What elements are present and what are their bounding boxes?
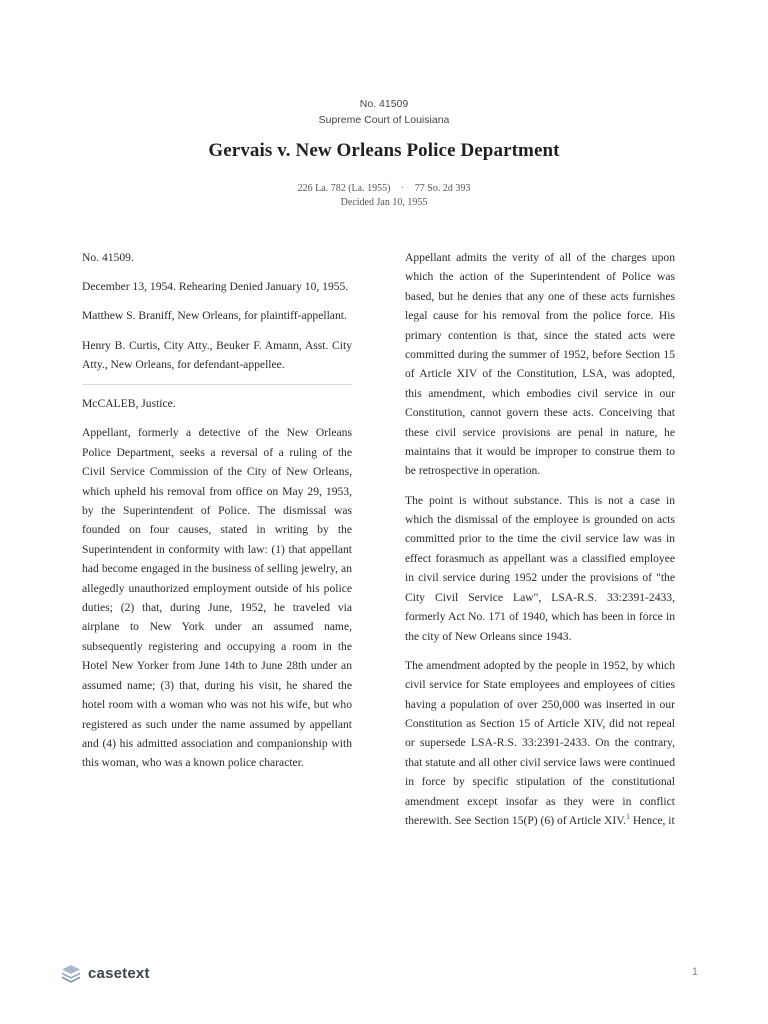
opinion-paragraph	[405, 656, 675, 831]
court-name: Supreme Court of Louisiana	[318, 114, 450, 126]
case-title: Gervais v. New Orleans Police Department	[208, 140, 560, 161]
counsel-appellant: Matthew S. Braniff, New Orleans, for plaintiff-appellant.	[82, 309, 347, 323]
docket-line: No. 41509.	[82, 251, 134, 264]
decided-date: Decided Jan 10, 1955	[340, 197, 428, 208]
docket-number: No. 41509	[359, 98, 409, 110]
left-column	[82, 248, 352, 783]
page-footer	[0, 960, 768, 986]
citation-so2d: 77 So. 2d 393	[414, 183, 471, 194]
casetext-stack-icon	[60, 962, 82, 984]
rehearing-line: December 13, 1954. Rehearing Denied January 10, 1955.	[82, 280, 349, 294]
footnote-link[interactable]: 1	[625, 812, 630, 822]
counsel-appellee: Henry B. Curtis, City Atty., Beuker F. Amann, Asst. City Atty., New Orleans, for defendant-appellee.	[82, 338, 352, 372]
opinion-paragraph: Appellant, formerly a detective of the New Orleans Police Department, seeks a reversal of a ruling of the Civil Service Commission of the City of New Orleans, which upheld his removal from office on May 29, 1953, by the Superintendent of Police. The dismissal was founded on four causes, stated in writing by the Superintendent in conformity with law: (1) that appellant had become engaged in the business of selling jewelry, an allegedly unauthorized employment outside of his police duties; (2) that, during June, 1952, he traveled via airplane to New York under an assumed name, subsequently registering and occupying a room in the Hotel New Yorker from June 14th to June 28th under an assumed name; (3) that, during his visit, he shared the hotel room with a woman who was not his wife, but who registered as such under the name assumed by appellant and (4) his admitted association and companionship with this woman, who was a known police character.	[82, 426, 352, 770]
citations	[0, 182, 768, 196]
citation-separator: ·	[400, 183, 405, 194]
section-divider	[82, 384, 352, 385]
paragraph-tail: Hence, it	[629, 813, 675, 827]
paragraph-text: The amendment adopted by the people in 1952, by which civil service for State employees and employees of cities having a population of over 250,000 was inserted in our Constitution as Section 15 of Article XIV, did not repeal or supersede LSA-R.S. 33:2391-2433. On the contrary, that statute and all other civil service laws were continued in force by specific stipulation of the constitutional amendment except insofar as they were in conflict therewith. See Section 15(P) (6) of Article XIV.	[405, 658, 675, 827]
opinion-paragraph: Appellant admits the verity of all of the charges upon which the action of the Superintendent of Police was based, but he denies that any one of these acts furnishes legal cause for his removal from the police force. His primary contention is that, since the stated acts were committed during the summer of 1952, before Section 15 of Article XIV of the Constitution, LSA, was adopted, this amendment, which embodies civil service in our Constitution, cannot govern these acts. Conceiving that these civil service provisions are penal in nature, he maintains that it would be improper to construe them to be retrospective in operation.	[405, 251, 675, 478]
right-column	[405, 248, 675, 840]
citation-la: 226 La. 782 (La. 1955)	[297, 183, 391, 194]
page-number: 1	[691, 966, 698, 978]
case-header	[0, 96, 768, 210]
casetext-logo[interactable]	[60, 962, 150, 984]
brand-name: casetext	[88, 964, 150, 982]
author-line: McCALEB, Justice.	[82, 397, 176, 411]
opinion-paragraph: The point is without substance. This is not a case in which the dismissal of the employee is grounded on acts committed prior to the time the civil service law was in effect forasmuch as appellant was a classified employee in civil service during 1952 under the provisions of "the City Civil Service Law", LSA-R.S. 33:2391-2433, formerly Act No. 171 of 1940, which has been in force in the city of New Orleans since 1943.	[405, 493, 675, 643]
